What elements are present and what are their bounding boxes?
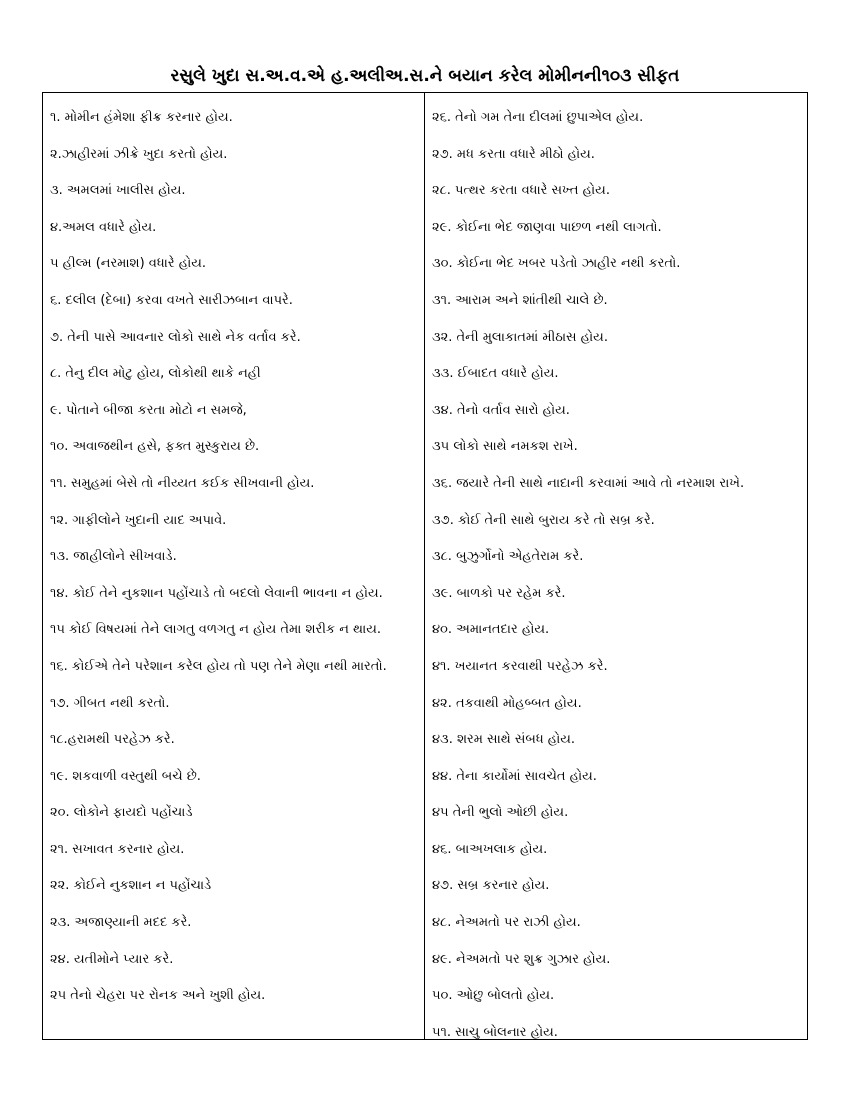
list-item: ૧૭. ગીબત નથી કરતો.	[50, 695, 170, 711]
list-item: ૯. પોતાને બીજા કરતા મોટો ન સમજે,	[50, 402, 247, 418]
list-item: ૨૧. સખાવત કરનાર હોય.	[50, 841, 185, 857]
list-item: ૪.અમલ વધારે હોય.	[50, 219, 157, 235]
list-item: ૪૨. તકવાથી મોહબ્બત હોય.	[432, 695, 582, 711]
list-item: ૩૧. આરામ અને શાંતીથી ચાલે છે.	[432, 292, 608, 308]
list-item: ૪૫ તેની ભુલો ઓછી હોય.	[432, 805, 569, 821]
list-item: ૩૬. જયારે તેની સાથે નાદાની કરવામાં આવે તો નરમાશ રાખે.	[432, 475, 745, 491]
list-item: ૩. અમલમાં ખાલીસ હોય.	[50, 183, 186, 199]
list-item: ૭. તેની પાસે આવનાર લોકો સાથે નેક વર્તાવ કરે.	[50, 329, 301, 345]
list-item: ૧૫ કોઈ વિષયમાં તેને લાગતુ વળગતુ ન હોય તેમા શરીક ન થાય.	[50, 622, 381, 638]
list-item: ૨૨. કોઈને નુકશાન ન પહોંચાડે	[50, 878, 212, 894]
list-item: ૩૨. તેની મુલાકાતમાં મીઠાસ હોય.	[432, 329, 608, 345]
list-item: ૩૩. ઈબાદત વધારે હોય.	[432, 366, 559, 382]
list-item: ૩૯. બાળકો પર રહેમ કરે.	[432, 585, 566, 601]
list-item: ૧. મોમીન હંમેશા ફીક્ર કરનાર હોય.	[50, 110, 233, 125]
list-item: ૬. દલીલ (દેબા) કરવા વખતે સારીઝબાન વાપરે.	[50, 292, 293, 308]
list-item: ૪૬. બાઅખલાક હોય.	[432, 841, 548, 857]
list-item: ૨૪. યતીમોને પ્યાર કરે.	[50, 951, 174, 967]
list-item: ૫૦. ઓછુ બોલતો હોય.	[432, 988, 555, 1004]
list-item: ૩૫ લોકો સાથે નમકશ રાખે.	[432, 439, 578, 455]
list-item: ૧૧. સમુહમાં બેસે તો નીય્યત કઈક સીખવાની હોય.	[50, 475, 315, 491]
list-item: ૨૦. લોકોને ફાયદો પહોંચાડે	[50, 805, 193, 821]
list-item: ૮. તેનુ દીલ મોટુ હોય, લોકોથી થાકે નહી	[50, 366, 261, 382]
list-item: ૩૪. તેનો વર્તાવ સારો હોય.	[432, 402, 570, 418]
list-item: ૧૮.હરામથી પરહેઝ કરે.	[50, 732, 175, 748]
list-item: ૧૬. કોઈએ તેને પરેશાન કરેલ હોય તો પણ તેને મેણા નથી મારતો.	[50, 658, 387, 674]
left-column	[50, 109, 422, 1024]
column-divider	[424, 92, 425, 1040]
list-item: ૪૮. નેઅમતો પર રાઝી હોય.	[432, 915, 581, 931]
list-item: ૫૧. સાચુ બોલનાર હોય.	[432, 1024, 558, 1040]
list-item: ૪૭. સબ્ર કરનાર હોય.	[432, 878, 550, 894]
list-item: ૧૯. શકવાળી વસ્તુથી બચે છે.	[50, 768, 201, 784]
right-column	[432, 109, 806, 1060]
list-item: ૨૮. પત્થર કરતા વધારે સખ્ત હોય.	[432, 183, 610, 199]
list-item: ૧૦. અવાજથીન હસે, ફક્ત મુસ્કુરાય છે.	[50, 439, 260, 455]
list-item: ૨૯. કોઈના ભેદ જાણવા પાછળ નથી લાગતો.	[432, 219, 662, 235]
list-item: ૪૪. તેના કાર્યોમાં સાવચેત હોય.	[432, 768, 597, 784]
list-item: ૪૩. શરમ સાથે સંબધ હોય.	[432, 732, 576, 748]
list-item: ૧૩. જાહીલોને સીખવાડે.	[50, 549, 177, 565]
list-item: ૨૫ તેનો ચેહરા પર રોનક અને ખુશી હોય.	[50, 988, 266, 1004]
list-item: ૪૦. અમાનતદાર હોય.	[432, 622, 550, 638]
list-item: ૫ હીલ્મ (નરમાશ) વધારે હોય.	[50, 256, 206, 272]
list-item: ૧૪. કોઈ તેને નુકશાન પહોંચાડે તો બદલો લેવાની ભાવના ન હોય.	[50, 585, 383, 601]
list-item: ૩૭. કોઈ તેની સાથે બુરાય કરે તો સબ્ર કરે.	[432, 512, 655, 528]
list-item: ૨૩. અજાણ્યાની મદદ કરે.	[50, 915, 192, 931]
list-item: ૨૬. તેનો ગમ તેના દીલમાં છુપાએલ હોય.	[432, 110, 644, 125]
list-item: ૩૦. કોઈના ભેદ ખબર પડેતો ઝાહીર નથી કરતો.	[432, 256, 681, 272]
list-item: ૩૮. બુઝુર્ગોનો એહતેરામ કરે.	[432, 549, 584, 565]
list-item: ૪૧. ખયાનત કરવાથી પરહેઝ કરે.	[432, 658, 608, 674]
list-item: ૧૨. ગાફીલોને ખુદાની યાદ અપાવે.	[50, 512, 227, 528]
list-item: ૪૯. નેઅમતો પર શુક્ર ગુઝાર હોય.	[432, 951, 611, 967]
document-title: રસુલે ખુદા સ.અ.વ.એ હ.અલીઅ.સ.ને બયાન કરેલ મોમીનની૧૦૩ સીફત	[170, 66, 680, 86]
list-item: ૨.ઝાહીરમાં ઝીક્રે ખુદા કરતો હોય.	[50, 146, 228, 162]
list-item: ૨૭. મધ કરતા વધારે મીઠો હોય.	[432, 146, 595, 162]
